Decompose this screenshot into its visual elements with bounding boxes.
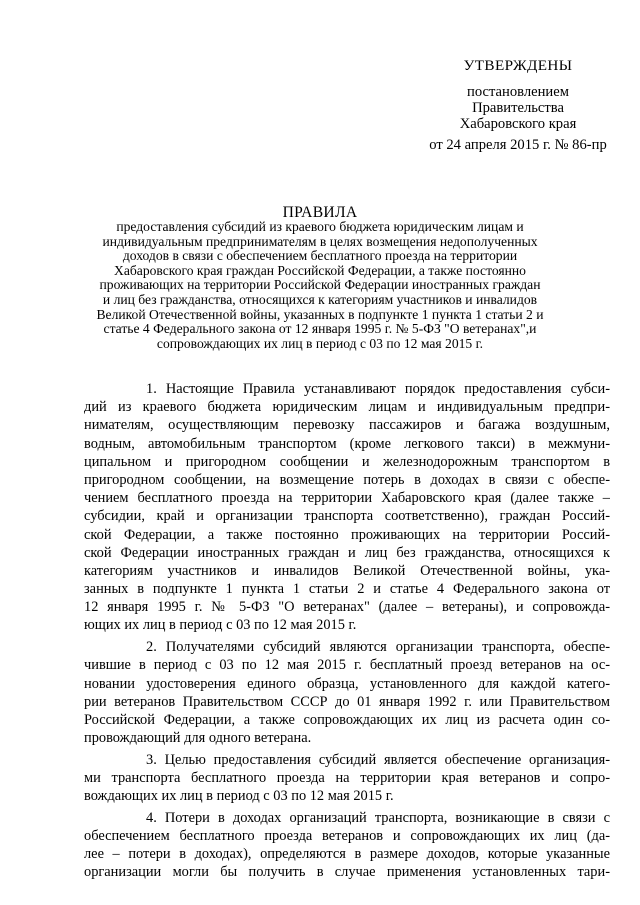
document-title: ПРАВИЛА (282, 204, 358, 221)
subtitle-line: предоставления субсидий из краевого бюджета юридическим лицам и (116, 219, 524, 234)
paragraph-line: ми транспорта бесплатного проезда на территории края ветеранов и сопро- (84, 769, 610, 786)
subtitle-line: индивидуальным предпринимателям в целях возмещения недополученных (102, 233, 538, 249)
paragraph-line: провождающий для одного ветерана. (84, 730, 312, 747)
paragraph-line: лее – потери в доходах), определяются в размере доходов, которые указанные (84, 846, 610, 863)
paragraph-line: пригородном сообщении, на возмещение потерь в доходах в связи с обеспе- (84, 471, 610, 488)
paragraph-line: ципальном и пригородном сообщении и железнодорожным транспортом в (84, 453, 610, 470)
paragraph-line: категориям участников и инвалидов Великой Отечественной войны, ука- (84, 562, 610, 579)
subtitle-line: Хабаровского края граждан Российской Федерации, а также постоянно (114, 262, 526, 278)
approval-stamp (418, 58, 618, 153)
subtitle-line: сопровождающих их лиц в период с 03 по 12 мая 2015 г. (156, 335, 484, 351)
subtitle-line: проживающих на территории Российской Федерации иностранных граждан (99, 277, 541, 293)
document-subtitle (68, 220, 572, 351)
paragraph-line: чившие в период с 03 по 12 мая 2015 г. бесплатный проезд ветеранов на ос- (84, 657, 610, 674)
subtitle-line: доходов в связи с обеспечением бесплатного проезда на территории (122, 248, 518, 264)
paragraph-line: субсидии, край и организации транспорта соответственно), граждан Россий- (84, 508, 610, 525)
approval-line: Хабаровского края (459, 116, 577, 132)
paragraph-line: ской Федерации, а также постоянно проживающих на территории Россий- (84, 526, 610, 543)
approval-line: постановлением (467, 84, 569, 100)
approval-line: Правительства (472, 100, 564, 116)
paragraph-line: 4. Потери в доходах организаций транспорта, возникающие в связи с (146, 809, 610, 826)
paragraph-line: 2. Получателями субсидий являются организации транспорта, обеспе- (146, 639, 610, 656)
paragraph-line: обеспечением бесплатного проезда ветеранов и сопровождающих их лиц (да- (84, 828, 610, 844)
paragraph-line: рии ветеранов Правительством СССР до 01 января 1992 г. или Правительством (84, 693, 610, 710)
paragraph-line: 1. Настоящие Правила устанавливают порядок предоставления субси- (146, 381, 610, 397)
subtitle-line: Великой Отечественной войны, указанных в подпункте 1 пункта 1 статьи 2 и (96, 306, 544, 322)
subtitle-line: статье 4 Федерального закона от 12 января 1995 г. № 5-ФЗ "О ветеранах",и (103, 321, 537, 337)
paragraph-1 (84, 380, 610, 635)
approval-title: УТВЕРЖДЕНЫ (463, 57, 573, 74)
paragraph-line: ющих их лиц в период с 03 по 12 мая 2015 г. (84, 617, 357, 634)
paragraph-line: нимателям, осуществляющим перевозку пассажиров и багажа воздушным, (84, 417, 610, 434)
paragraph-2 (84, 638, 610, 747)
paragraph-line: вождающих их лиц в период с 03 по 12 мая 2015 г. (84, 788, 394, 805)
paragraph-line: чением бесплатного проезда на территории Хабаровского края (далее также – (84, 490, 610, 507)
paragraph-line: занных в подпункте 1 пункта 1 статьи 2 и статье 4 Федерального закона от (84, 581, 610, 598)
paragraph-line: водным, автомобильным транспортом (кроме легкового такси) в межмуни- (84, 435, 610, 452)
paragraph-line: новании удостоверения единого образца, установленного для каждой катего- (84, 675, 610, 692)
paragraph-line: Российской Федерации, а также сопровождающих их лиц из расчета один со- (84, 711, 610, 728)
paragraph-4 (84, 809, 610, 882)
paragraph-3 (84, 751, 610, 806)
paragraph-line: дий из краевого бюджета юридическим лицам и индивидуальным предпри- (84, 399, 610, 416)
paragraph-line: 12 января 1995 г. № 5-ФЗ "О ветеранах" (далее – ветераны), и сопровожда- (84, 599, 610, 616)
paragraph-line: организации могли бы получить в случае применения установленных тари- (84, 864, 610, 881)
paragraph-line: 3. Целью предоставления субсидий является обеспечение организация- (146, 751, 610, 768)
paragraph-line: ской Федерации иностранных граждан и лиц без гражданства, относящихся к (84, 544, 610, 561)
subtitle-line: и лиц без гражданства, относящихся к категориям участников и инвалидов (102, 291, 538, 307)
approval-date: от 24 апреля 2015 г. № 86-пр (429, 137, 607, 153)
document-body (84, 380, 610, 885)
